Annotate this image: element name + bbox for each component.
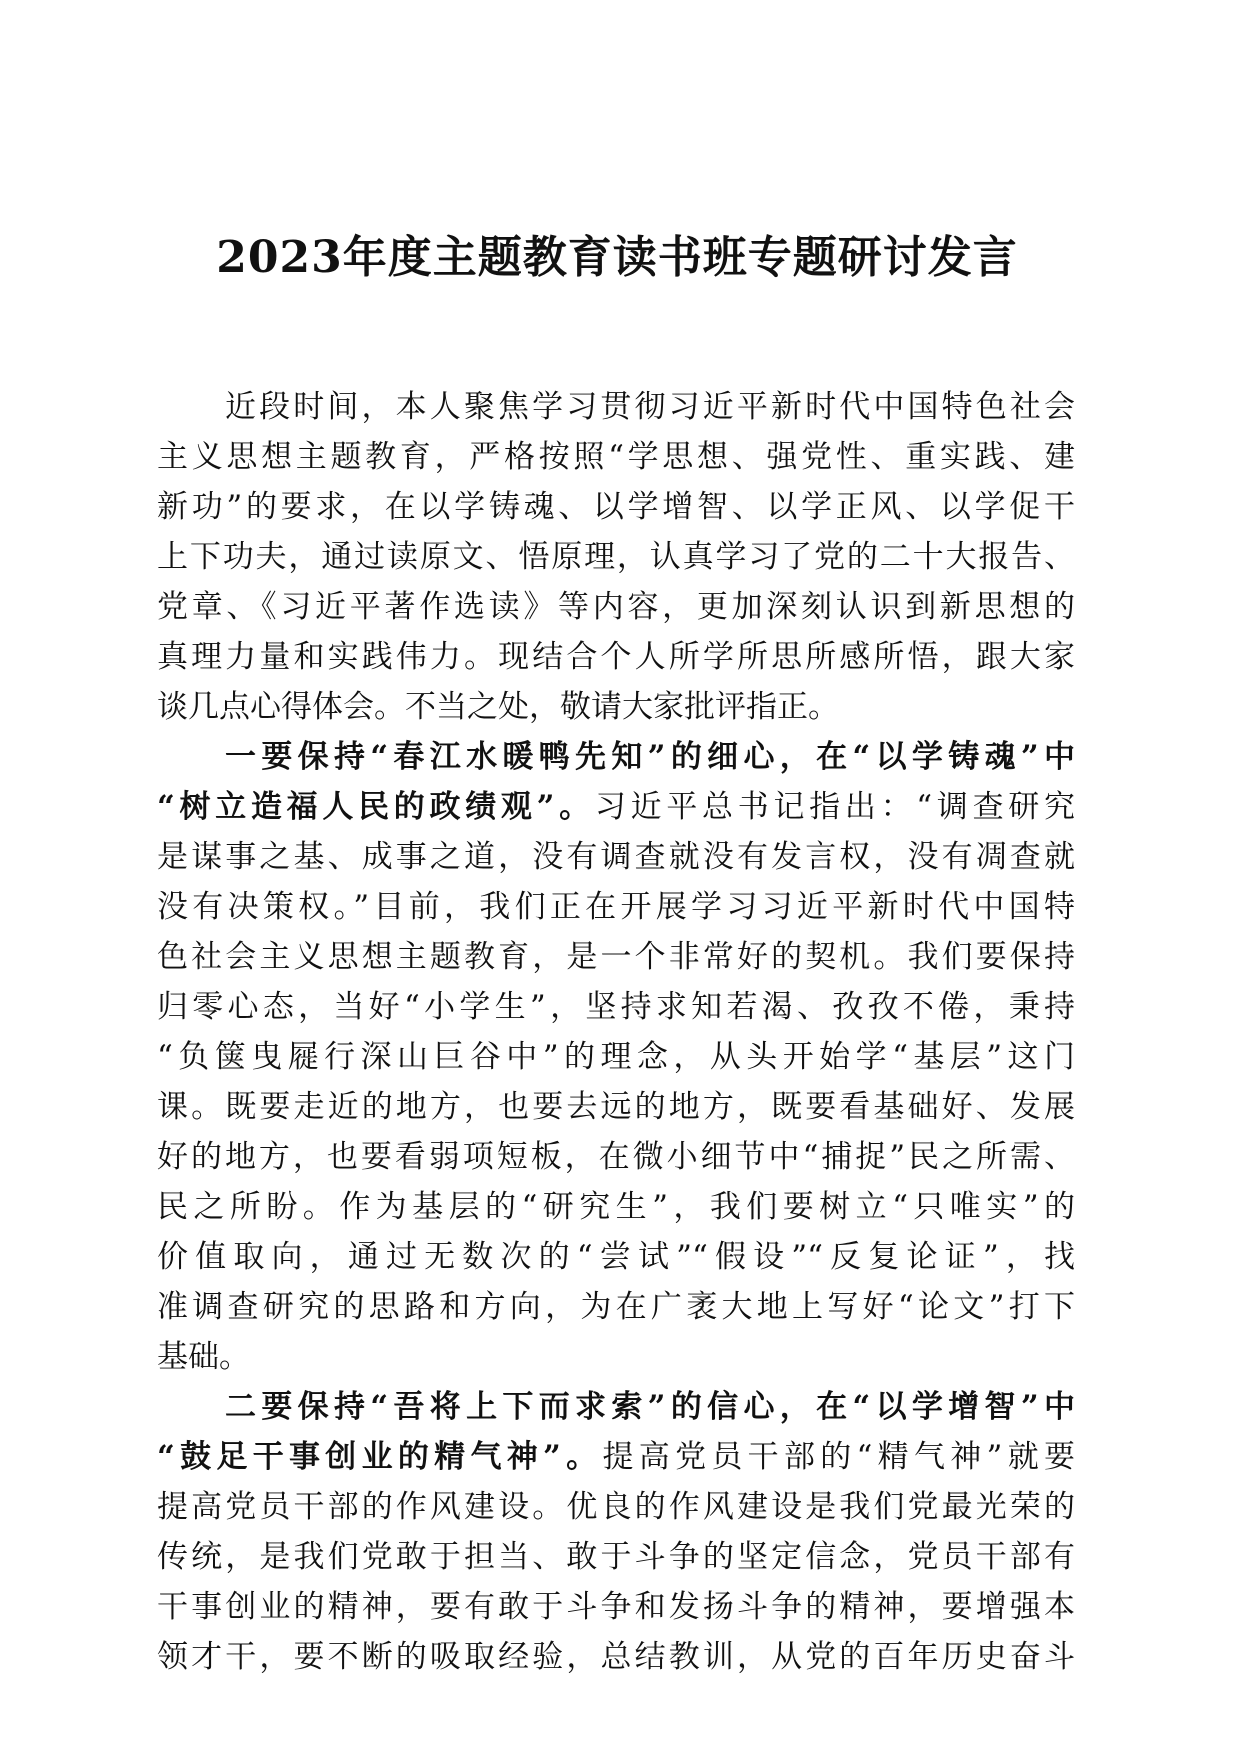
paragraph-line [157, 782, 1075, 832]
paragraph-line: 领才干，要不断的吸取经验，总结教训，从党的百年历史奋斗 [157, 1639, 1075, 1675]
paragraph-line: 是谋事之基、成事之道，没有调查就没有发言权，没有凋查就 [157, 839, 1075, 875]
document-body [157, 382, 1075, 1682]
paragraph-line: 没有决策权。”目前，我们正在开展学习习近平新时代中国特 [157, 889, 1075, 925]
document-title: 2023年度主题教育读书班专题研讨发言 [216, 232, 1018, 283]
paragraph-line: 近段时间，本人聚焦学习贯彻习近平新时代中国特色社会 [225, 389, 1075, 425]
paragraph-line: 新功”的要求，在以学铸魂、以学增智、以学正风、以学促干 [157, 489, 1075, 525]
paragraph-line: 价值取向，通过无数次的“尝试”“假设”“反复论证”，找 [157, 1239, 1075, 1275]
paragraph-text: 提高党员干部的“精气神”就要 [602, 1439, 1075, 1475]
paragraph-line: 上下功夫，通过读原文、悟原理，认真学习了党的二十大报告、 [157, 539, 1075, 575]
section-heading-line: 一要保持“春江水暖鸭先知”的细心，在“以学铸魂”中 [225, 739, 1075, 775]
paragraph-line: 民之所盼。作为基层的“研究生”，我们要树立“只唯实”的 [157, 1189, 1075, 1225]
section-heading-line: 二要保持“吾将上下而求索”的信心，在“以学增智”中 [225, 1389, 1075, 1425]
section-heading-tail: “树立造福人民的政绩观”。 [157, 789, 595, 825]
paragraph-line: 好的地方，也要看弱项短板，在微小细节中“捕捉”民之所需、 [157, 1139, 1075, 1175]
paragraph-line: 基础。 [157, 1339, 250, 1375]
paragraph-text: 习近平总书记指出：“调查研究 [594, 789, 1075, 825]
paragraph-line: 提高党员干部的作风建设。优良的作风建设是我们党最光荣的 [157, 1489, 1075, 1525]
paragraph-line: 传统，是我们党敢于担当、敢于斗争的坚定信念，党员干部有 [157, 1539, 1075, 1575]
paragraph-line: 真理力量和实践伟力。现结合个人所学所思所感所悟，跟大家 [157, 639, 1075, 675]
paragraph-line [157, 1432, 1075, 1482]
paragraph-line: 主义思想主题教育，严格按照“学思想、强党性、重实践、建 [157, 439, 1075, 475]
paragraph-line: 党章、《习近平著作选读》等内容，更加深刻认识到新思想的 [157, 589, 1075, 625]
paragraph-line: “负箧曳屣行深山巨谷中”的理念，从头开始学“基层”这门 [157, 1039, 1075, 1075]
paragraph-line: 归零心态，当好“小学生”，坚持求知若渴、孜孜不倦，秉持 [157, 989, 1075, 1025]
paragraph-line: 课。既要走近的地方，也要去远的地方，既要看基础好、发展 [157, 1089, 1075, 1125]
paragraph-line: 色社会主义思想主题教育，是一个非常好的契机。我们要保持 [157, 939, 1075, 975]
paragraph-line: 谈几点心得体会。不当之处，敬请大家批评指正。 [157, 689, 839, 725]
paragraph-line: 干事创业的精神，要有敢于斗争和发扬斗争的精神，要增强本 [157, 1589, 1075, 1625]
section-heading-tail: “鼓足干事创业的精气神”。 [157, 1439, 603, 1475]
paragraph-line: 准调查研究的思路和方向，为在广袤大地上写好“论文”打下 [157, 1289, 1075, 1325]
